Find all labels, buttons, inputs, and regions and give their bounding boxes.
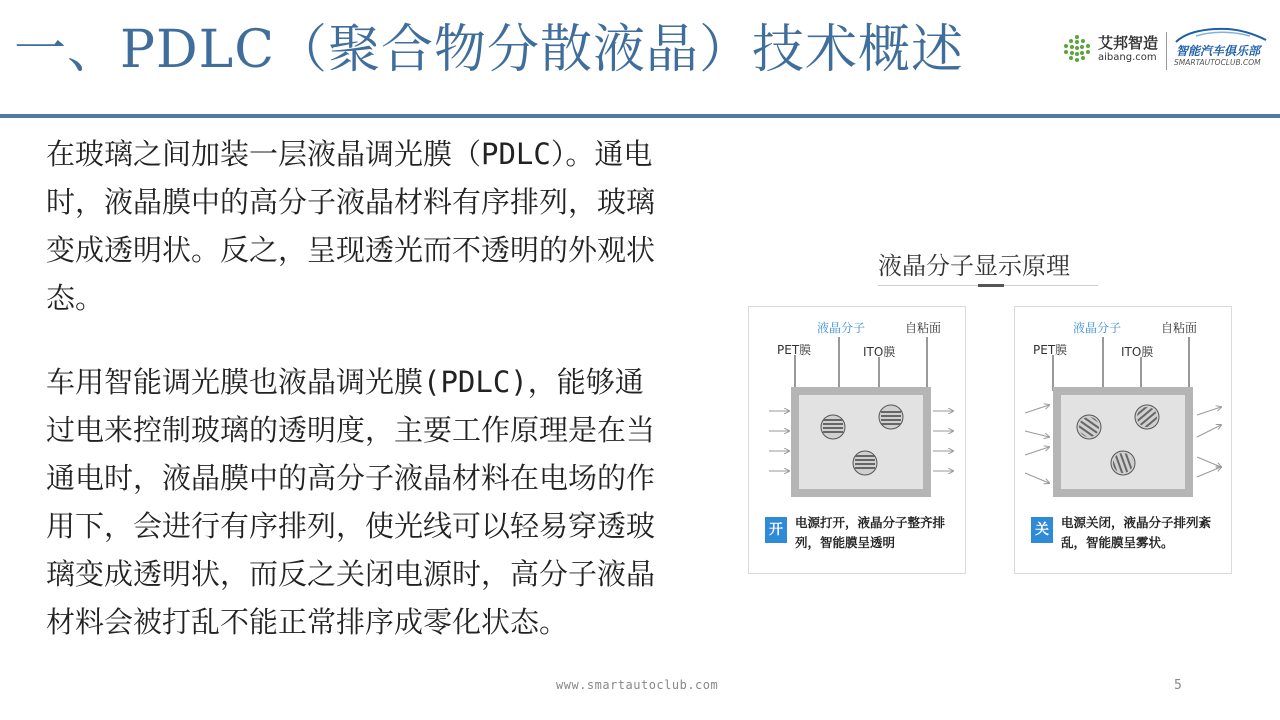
- label-lc-molecule: 液晶分子: [817, 321, 866, 335]
- page-title: 一、PDLC（聚合物分散液晶）技术概述: [14, 20, 964, 80]
- label-lc-molecule: 液晶分子: [1073, 321, 1122, 335]
- logo-divider: [1166, 32, 1167, 70]
- label-ito-film: ITO膜: [1121, 345, 1154, 359]
- label-adhesive-side: 自粘面: [905, 321, 942, 335]
- label-pet-film: PET膜: [777, 343, 812, 357]
- club-logo-cn: 智能汽车俱乐部: [1176, 44, 1261, 58]
- footer-url: www.smartautoclub.com: [556, 678, 719, 692]
- label-pet-film: PET膜: [1033, 343, 1068, 357]
- aibang-logo-cn: 艾邦智造: [1098, 34, 1159, 52]
- figure-title-underline-accent: [978, 284, 1004, 287]
- page-number: 5: [1174, 678, 1182, 693]
- power-on-badge: 开: [765, 517, 787, 543]
- panel-power-on: [748, 306, 966, 574]
- power-on-description: 电源打开，液晶分子整齐排列，智能膜呈透明: [795, 515, 946, 550]
- label-ito-film: ITO膜: [863, 345, 896, 359]
- label-adhesive-side: 自粘面: [1161, 321, 1198, 335]
- smartautoclub-logo: [1172, 26, 1272, 70]
- intro-paragraph: 在玻璃之间加装一层液晶调光膜（PDLC）。通电时，液晶膜中的高分子液晶材料有序排列，玻璃变成透明状。反之，呈现透光而不透明的外观状态。: [46, 137, 656, 315]
- panel-power-off: [1014, 306, 1232, 574]
- power-off-description: 电源关闭，液晶分子排列紊乱，智能膜呈雾状。: [1061, 515, 1212, 550]
- figure-title: 液晶分子显示原理: [878, 252, 1070, 280]
- title-rule: [0, 114, 1280, 118]
- aibang-logo-en: aibang.com: [1098, 52, 1157, 63]
- club-logo-en: SMARTAUTOCLUB.COM: [1174, 58, 1261, 67]
- power-off-badge: 关: [1031, 517, 1053, 543]
- aibang-dots-icon: [1062, 34, 1092, 64]
- aibang-logo: [1062, 32, 1162, 68]
- principle-paragraph: 车用智能调光膜也液晶调光膜(PDLC)，能够通过电来控制玻璃的透明度，主要工作原理是在当通电时，液晶膜中的高分子液晶材料在电场的作用下，会进行有序排列，使光线可以轻易穿透玻璃变成透明状，而反之关闭电源时，高分子液晶材料会被打乱不能正常排序成零化状态。: [46, 365, 656, 639]
